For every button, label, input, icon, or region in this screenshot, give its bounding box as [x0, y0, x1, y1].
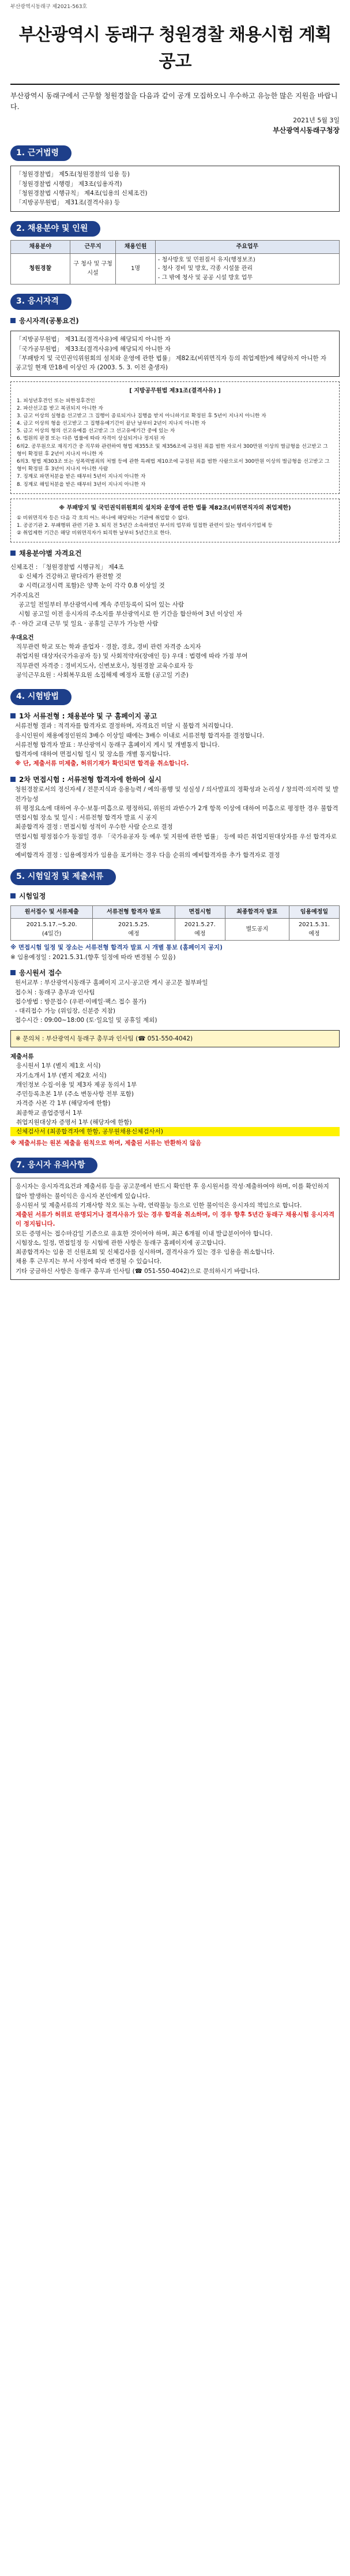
- subsection-heading: 시험일정: [10, 891, 340, 902]
- schedule-notes: [10, 943, 340, 962]
- requirement-item: 「부패방지 및 국민권익위원회의 설치와 운영에 관한 법률」 제82조(비위면직자 등의 취업제한)에 해당하지 아니한 자: [16, 355, 327, 362]
- preference-item: 취업지원 대상자(국가유공자 등) 및 사회적약자(장애인 등) 우대 : 법령에 따라 가점 부여: [16, 653, 248, 660]
- list-item: 응시인원이 채용예정인원의 3배수 이상일 때에는 3배수 이내로 서류전형 합격자를 결정합니다.: [15, 732, 265, 739]
- application-list: [10, 978, 340, 1025]
- caution-item: 응시원서 및 제출서류의 기재사항 착오 또는 누락, 연락불능 등으로 인한 불이익은 응시자의 책임으로 합니다.: [16, 1201, 302, 1209]
- square-bullet-icon: [10, 713, 16, 718]
- requirement-item: 「국가공무원법」 제33조(결격사유)에 해당되지 아니한 자: [16, 345, 171, 353]
- law-excerpt-item: 5. 금고 이상의 형의 선고유예를 선고받고 그 선고유예기간 중에 있는 자: [17, 428, 175, 435]
- requirement-item: 「지방공무원법」 제31조(결격사유)에 해당되지 아니한 자: [16, 336, 171, 343]
- list-item: 위 평정요소에 대하여 우수·보통·미흡으로 평정하되, 위원의 과반수가 2개 항목 이상에 대하여 미흡으로 평정한 경우 불합격: [15, 804, 338, 812]
- field-requirements: [10, 563, 340, 628]
- document-number: 부산광역시동래구 제2021-563호: [10, 4, 88, 10]
- section-1-title: 1. 근거법령: [10, 145, 71, 162]
- caution-item: 제출된 서류가 허위로 판명되거나 결격사유가 있는 경우 합격을 취소하며, 이 경우 향후 5년간 동래구 채용시험 응시자격이 정지됩니다.: [16, 1211, 334, 1228]
- law-excerpt-item: 2. 파산선고를 받고 복권되지 아니한 자: [17, 405, 103, 411]
- recruitment-table: [10, 240, 340, 284]
- law-excerpt-item: 8. 징계로 해임처분을 받은 때부터 3년이 지나지 아니한 자: [17, 481, 146, 488]
- title-bar: [10, 22, 340, 76]
- list-item: - 대리접수 가능 (위임장, 신분증 지참): [15, 1008, 116, 1015]
- list-item: 면접시험 평정점수가 동점일 경우 「국가유공자 등 예우 및 지원에 관한 법률」 등에 따른 취업지원대상자를 우선 합격자로 결정: [15, 833, 337, 849]
- requirement-item: 신체조건 : 「청원경찰법 시행규칙」 제4조: [10, 563, 124, 571]
- stage-1-list: [10, 721, 340, 768]
- caution-item: 모든 증명서는 접수마감일 기준으로 유효한 것이어야 하며, 최근 6개월 이내 발급분이어야 합니다.: [16, 1230, 273, 1237]
- square-bullet-icon: [10, 551, 16, 556]
- subsection-heading: 응시자격(공통요건): [10, 316, 340, 327]
- table-header: 원서접수 및 서류제출: [11, 905, 93, 919]
- law-list: [10, 166, 340, 211]
- square-bullet-icon: [10, 970, 16, 975]
- field-cell: 청원경찰: [11, 253, 70, 284]
- caution-item: 최종합격자는 임용 전 신원조회 및 신체검사를 실시하며, 결격사유가 있는 경우 임용을 취소합니다.: [16, 1249, 275, 1256]
- requirement-item: ② 시력(교정시력 포함)은 양쪽 눈이 각각 0.8 이상일 것: [18, 582, 165, 590]
- caution-item: 응시자는 응시자격요건과 제출서류 등을 공고문에서 반드시 확인한 후 응시원서를 작성·제출하여야 하며, 이를 확인하지 않아 발생하는 불이익은 응시자 본인에게 있습니다.: [16, 1183, 329, 1200]
- square-bullet-icon: [10, 893, 16, 898]
- table-header: 주요업무: [155, 241, 339, 254]
- document-item: 주민등록초본 1부 (주소 변동사항 전부 포함): [16, 1091, 134, 1098]
- schedule-note: ※ 면접시험 일정 및 장소는 서류전형 합격자 발표 시 개별 통보 (홈페이지 공지): [10, 944, 223, 952]
- subsection-heading: 채용분야별 자격요건: [10, 548, 340, 559]
- table-header: 서류전형 합격자 발표: [93, 905, 175, 919]
- table-header: 채용분야: [11, 241, 70, 254]
- issuing-org: 부산광역시동래구청장: [273, 126, 340, 135]
- requirement-item: ① 신체가 건강하고 팔다리가 완전할 것: [18, 573, 122, 581]
- table-row: [11, 253, 340, 284]
- preference-item: 공익근무요원 : 사회복무요원 소집해제 예정자 포함 (공고일 기준): [16, 671, 189, 679]
- law-excerpt-box-2: [10, 499, 340, 543]
- stage-1-heading: 1차 서류전형 : 채용분야 및 구 홈페이지 공고: [10, 711, 340, 722]
- table-cell: 별도공지: [225, 919, 289, 941]
- section-5-header: [10, 869, 340, 885]
- list-item: 최종합격자 결정 : 면접시험 성적이 우수한 사람 순으로 결정: [15, 823, 173, 831]
- schedule-table: [10, 905, 340, 941]
- law-item: 「청원경찰법 시행령」 제3조(임용자격): [16, 180, 122, 188]
- documents-title: 제출서류: [10, 1053, 34, 1060]
- law-excerpt-item: 7. 징계로 파면처분을 받은 때부터 5년이 지나지 아니한 자: [17, 474, 146, 480]
- preference-title: 우대요건: [10, 634, 34, 641]
- section-5-title: 5. 시험일정 및 제출서류: [10, 869, 116, 885]
- subsection-heading: 응시원서 접수: [10, 968, 340, 979]
- list-item: 서류전형 결과 : 적격자를 합격자로 결정하며, 자격요건 미달 시 불합격 처리합니다.: [15, 722, 234, 730]
- table-header: 최종합격자 발표: [225, 905, 289, 919]
- document-item: 개인정보 수집·이용 및 제3자 제공 동의서 1부: [16, 1081, 137, 1088]
- law-excerpt-item: ② 취업제한 기간은 해당 비위면직자가 퇴직한 날부터 5년간으로 한다.: [17, 530, 172, 537]
- contact-box: ※ 문의처 : 부산광역시 동래구 총무과 인사팀 (☎ 051-550-4042): [10, 1030, 340, 1047]
- caution-item: 채용 후 근무지는 부서 사정에 따라 변경될 수 있습니다.: [16, 1258, 162, 1265]
- table-row: [11, 919, 340, 941]
- list-item: 접수시간 : 09:00~18:00 (토·일요일 및 공휴일 제외): [15, 1017, 157, 1024]
- notice-date: 2021년 5월 3일: [293, 117, 340, 125]
- count-cell: 1명: [116, 253, 155, 284]
- list-item: 면접시험 장소 및 일시 : 서류전형 합격자 발표 시 공지: [15, 814, 157, 822]
- document-item: 자기소개서 1부 (별지 제2호 서식): [16, 1072, 107, 1079]
- list-item: 예비합격자 결정 : 임용예정자가 임용을 포기하는 경우 다음 순위의 예비합격자를 추가 합격자로 결정: [15, 852, 280, 859]
- preference-list: [10, 633, 340, 680]
- law-item: 「청원경찰법 시행규칙」 제4조(임용의 신체조건): [16, 189, 148, 197]
- law-item: 「지방공무원법」 제31조(결격사유) 등: [16, 199, 121, 207]
- documents-list: [10, 1052, 340, 1148]
- common-requirements: [10, 331, 340, 376]
- requirement-item: 거주지요건: [10, 591, 40, 599]
- stage-2-heading: 2차 면접시험 : 서류전형 합격자에 한하여 실시: [10, 774, 340, 785]
- section-3-title: 3. 응시자격: [10, 294, 71, 310]
- document-item: 신체검사서 (최종합격자에 한함, 공무원채용신체검사서): [10, 1127, 340, 1136]
- requirement-item: 공고일 전일부터 부산광역시에 계속 주민등록이 되어 있는 사람: [18, 601, 185, 609]
- document-item: 최종학교 졸업증명서 1부: [16, 1109, 82, 1117]
- list-item: 청원경찰로서의 정신자세 / 전문지식과 응용능력 / 예의·품행 및 성실성 / 의사발표의 정확성과 논리성 / 창의력·의지력 및 발전가능성: [15, 786, 339, 803]
- law-excerpt-item: 1. 피성년후견인 또는 피한정후견인: [17, 398, 95, 404]
- requirement-item: 시험 공고일 이전 응시자의 주소지를 부산광역시로 한 기간을 합산하여 3년 이상인 자: [18, 611, 243, 618]
- table-header: 면접시험: [175, 905, 225, 919]
- section-4-header: [10, 689, 340, 705]
- documents-note: ※ 제출서류는 원본 제출을 원칙으로 하며, 제출된 서류는 반환하지 않음: [10, 1140, 202, 1147]
- preference-item: 직무관련 학교 또는 학과 졸업자 · 경찰, 경호, 경비 관련 자격증 소지자: [16, 643, 201, 651]
- list-item: 접수방법 : 방문접수 (우편·이메일·팩스 접수 불가): [15, 998, 146, 1005]
- duty-item: - 청사방호 및 민원질서 유지(행정보조): [157, 256, 255, 263]
- table-cell: 2021.5.17.~5.20. (4일간): [11, 919, 93, 941]
- list-item: ※ 단, 제출서류 미제출, 허위기재가 확인되면 합격을 취소합니다.: [15, 760, 189, 767]
- law-excerpt-item: 4. 금고 이상의 형을 선고받고 그 집행유예기간이 끝난 날부터 2년이 지나지 아니한 자: [17, 421, 206, 427]
- document-item: 응시원서 1부 (별지 제1호 서식): [16, 1062, 101, 1070]
- law-excerpt-item: 1. 공공기관 2. 부패행위 관련 기관 3. 퇴직 전 5년간 소속하였던 부서의 업무와 밀접한 관련이 있는 영리사기업체 등: [17, 522, 273, 529]
- law-item: 「청원경찰법」 제5조(청원경찰의 임용 등): [16, 171, 130, 178]
- law-excerpt-item: 6. 법원의 판결 또는 다른 법률에 따라 자격이 상실되거나 정지된 자: [17, 436, 165, 442]
- section-7-title: 7. 응시자 유의사항: [10, 1158, 97, 1174]
- caution-item: 기타 궁금하신 사항은 동래구 총무과 인사팀 (☎ 051-550-4042)으로 문의하시기 바랍니다.: [16, 1267, 260, 1275]
- list-item: 원서교부 : 부산광역시동래구 홈페이지 고시·공고란 게시 공고문 첨부파일: [15, 979, 208, 987]
- preference-item: 직무관련 자격증 : 경비지도사, 신변보호사, 청원경찰 교육수료자 등: [16, 662, 194, 669]
- table-cell: 2021.5.31. 예정: [289, 919, 339, 941]
- section-3-header: [10, 294, 340, 310]
- requirement-item: 공고일 현재 만18세 이상인 자 (2003. 5. 3. 이전 출생자): [16, 364, 168, 372]
- duties-cell: [155, 253, 339, 284]
- law-excerpt-item: 6의3. 형법 제303조 또는 성폭력범죄의 처벌 등에 관한 특례법 제10조에 규정된 죄를 범한 사람으로서 300만원 이상의 벌금형을 선고받고 그 형이 확정된 후 3년이 지나지 아니한 사람: [17, 459, 330, 473]
- stage-2-list: [10, 785, 340, 860]
- square-bullet-icon: [10, 318, 16, 323]
- section-7-header: [10, 1158, 340, 1174]
- caution-item: 시험장소, 일정, 면접일정 등 시험에 관한 사항은 동래구 홈페이지에 공고합니다.: [16, 1239, 226, 1246]
- duty-item: - 청사 경비 및 방호, 각종 시설물 관리: [157, 265, 253, 272]
- section-1-header: [10, 145, 340, 162]
- table-cell: 2021.5.27. 예정: [175, 919, 225, 941]
- table-cell: 2021.5.25. 예정: [93, 919, 175, 941]
- law-excerpt-item: ① 비위면직자 등은 다음 각 호의 어느 하나에 해당하는 기관에 취업할 수 없다.: [17, 515, 190, 521]
- table-header: 임용예정일: [289, 905, 339, 919]
- duty-item: - 그 밖에 청사 및 공공 시설 방호 업무: [157, 274, 253, 281]
- list-item: 접수처 : 동래구 총무과 인사팀: [15, 989, 95, 996]
- table-header: 채용인원: [116, 241, 155, 254]
- law-excerpt-title: ※ 부패방지 및 국민권익위원회의 설치와 운영에 관한 법률 제82조(비위면직자의 취업제한): [59, 504, 291, 511]
- document-item: 자격증 사본 각 1부 (해당자에 한함): [16, 1100, 111, 1107]
- requirement-item: 주 · 야간 교대 근무 및 일요 · 공휴일 근무가 가능한 사람: [10, 620, 159, 627]
- place-cell: 구 청사 및 구청 시설: [70, 253, 116, 284]
- section-2-header: [10, 221, 340, 237]
- law-excerpt-title: [ 지방공무원법 제31조(결격사유) ]: [129, 387, 221, 394]
- law-excerpt-box: [10, 381, 340, 494]
- schedule-note: ※ 임용예정일 : 2021.5.31.(향후 일정에 따라 변경될 수 있음): [10, 953, 176, 961]
- intro-paragraph: [10, 84, 340, 136]
- section-2-title: 2. 채용분야 및 인원: [10, 221, 100, 237]
- law-excerpt-item: 6의2. 공무원으로 재직기간 중 직무와 관련하여 형법 제355조 및 제356조에 규정된 죄를 범한 자로서 300만원 이상의 벌금형을 선고받고 그 형이 확정된 후 2년이 지나지 아니한 자: [17, 443, 328, 457]
- table-header: 근무지: [70, 241, 116, 254]
- square-bullet-icon: [10, 777, 16, 782]
- list-item: 서류전형 합격자 발표 : 부산광역시 동래구 홈페이지 게시 및 개별통지 합니다.: [15, 741, 220, 748]
- cautions-box: [10, 1178, 340, 1280]
- intro-text: 부산광역시 동래구에서 근무할 청원경찰을 다음과 같이 공개 모집하오니 우수하고 유능한 많은 지원을 바랍니다.: [10, 91, 338, 111]
- document-item: 취업지원대상자 증명서 1부 (해당자에 한함): [16, 1118, 132, 1126]
- section-4-title: 4. 시험방법: [10, 689, 71, 705]
- list-item: 합격자에 대하여 면접시험 일시 및 장소를 개별 통지합니다.: [15, 751, 171, 758]
- page-title: 부산광역시 동래구 청원경찰 채용시험 계획 공고: [18, 24, 332, 72]
- law-excerpt-item: 3. 금고 이상의 실형을 선고받고 그 집행이 종료되거나 집행을 받지 아니하기로 확정된 후 5년이 지나지 아니한 자: [17, 413, 266, 419]
